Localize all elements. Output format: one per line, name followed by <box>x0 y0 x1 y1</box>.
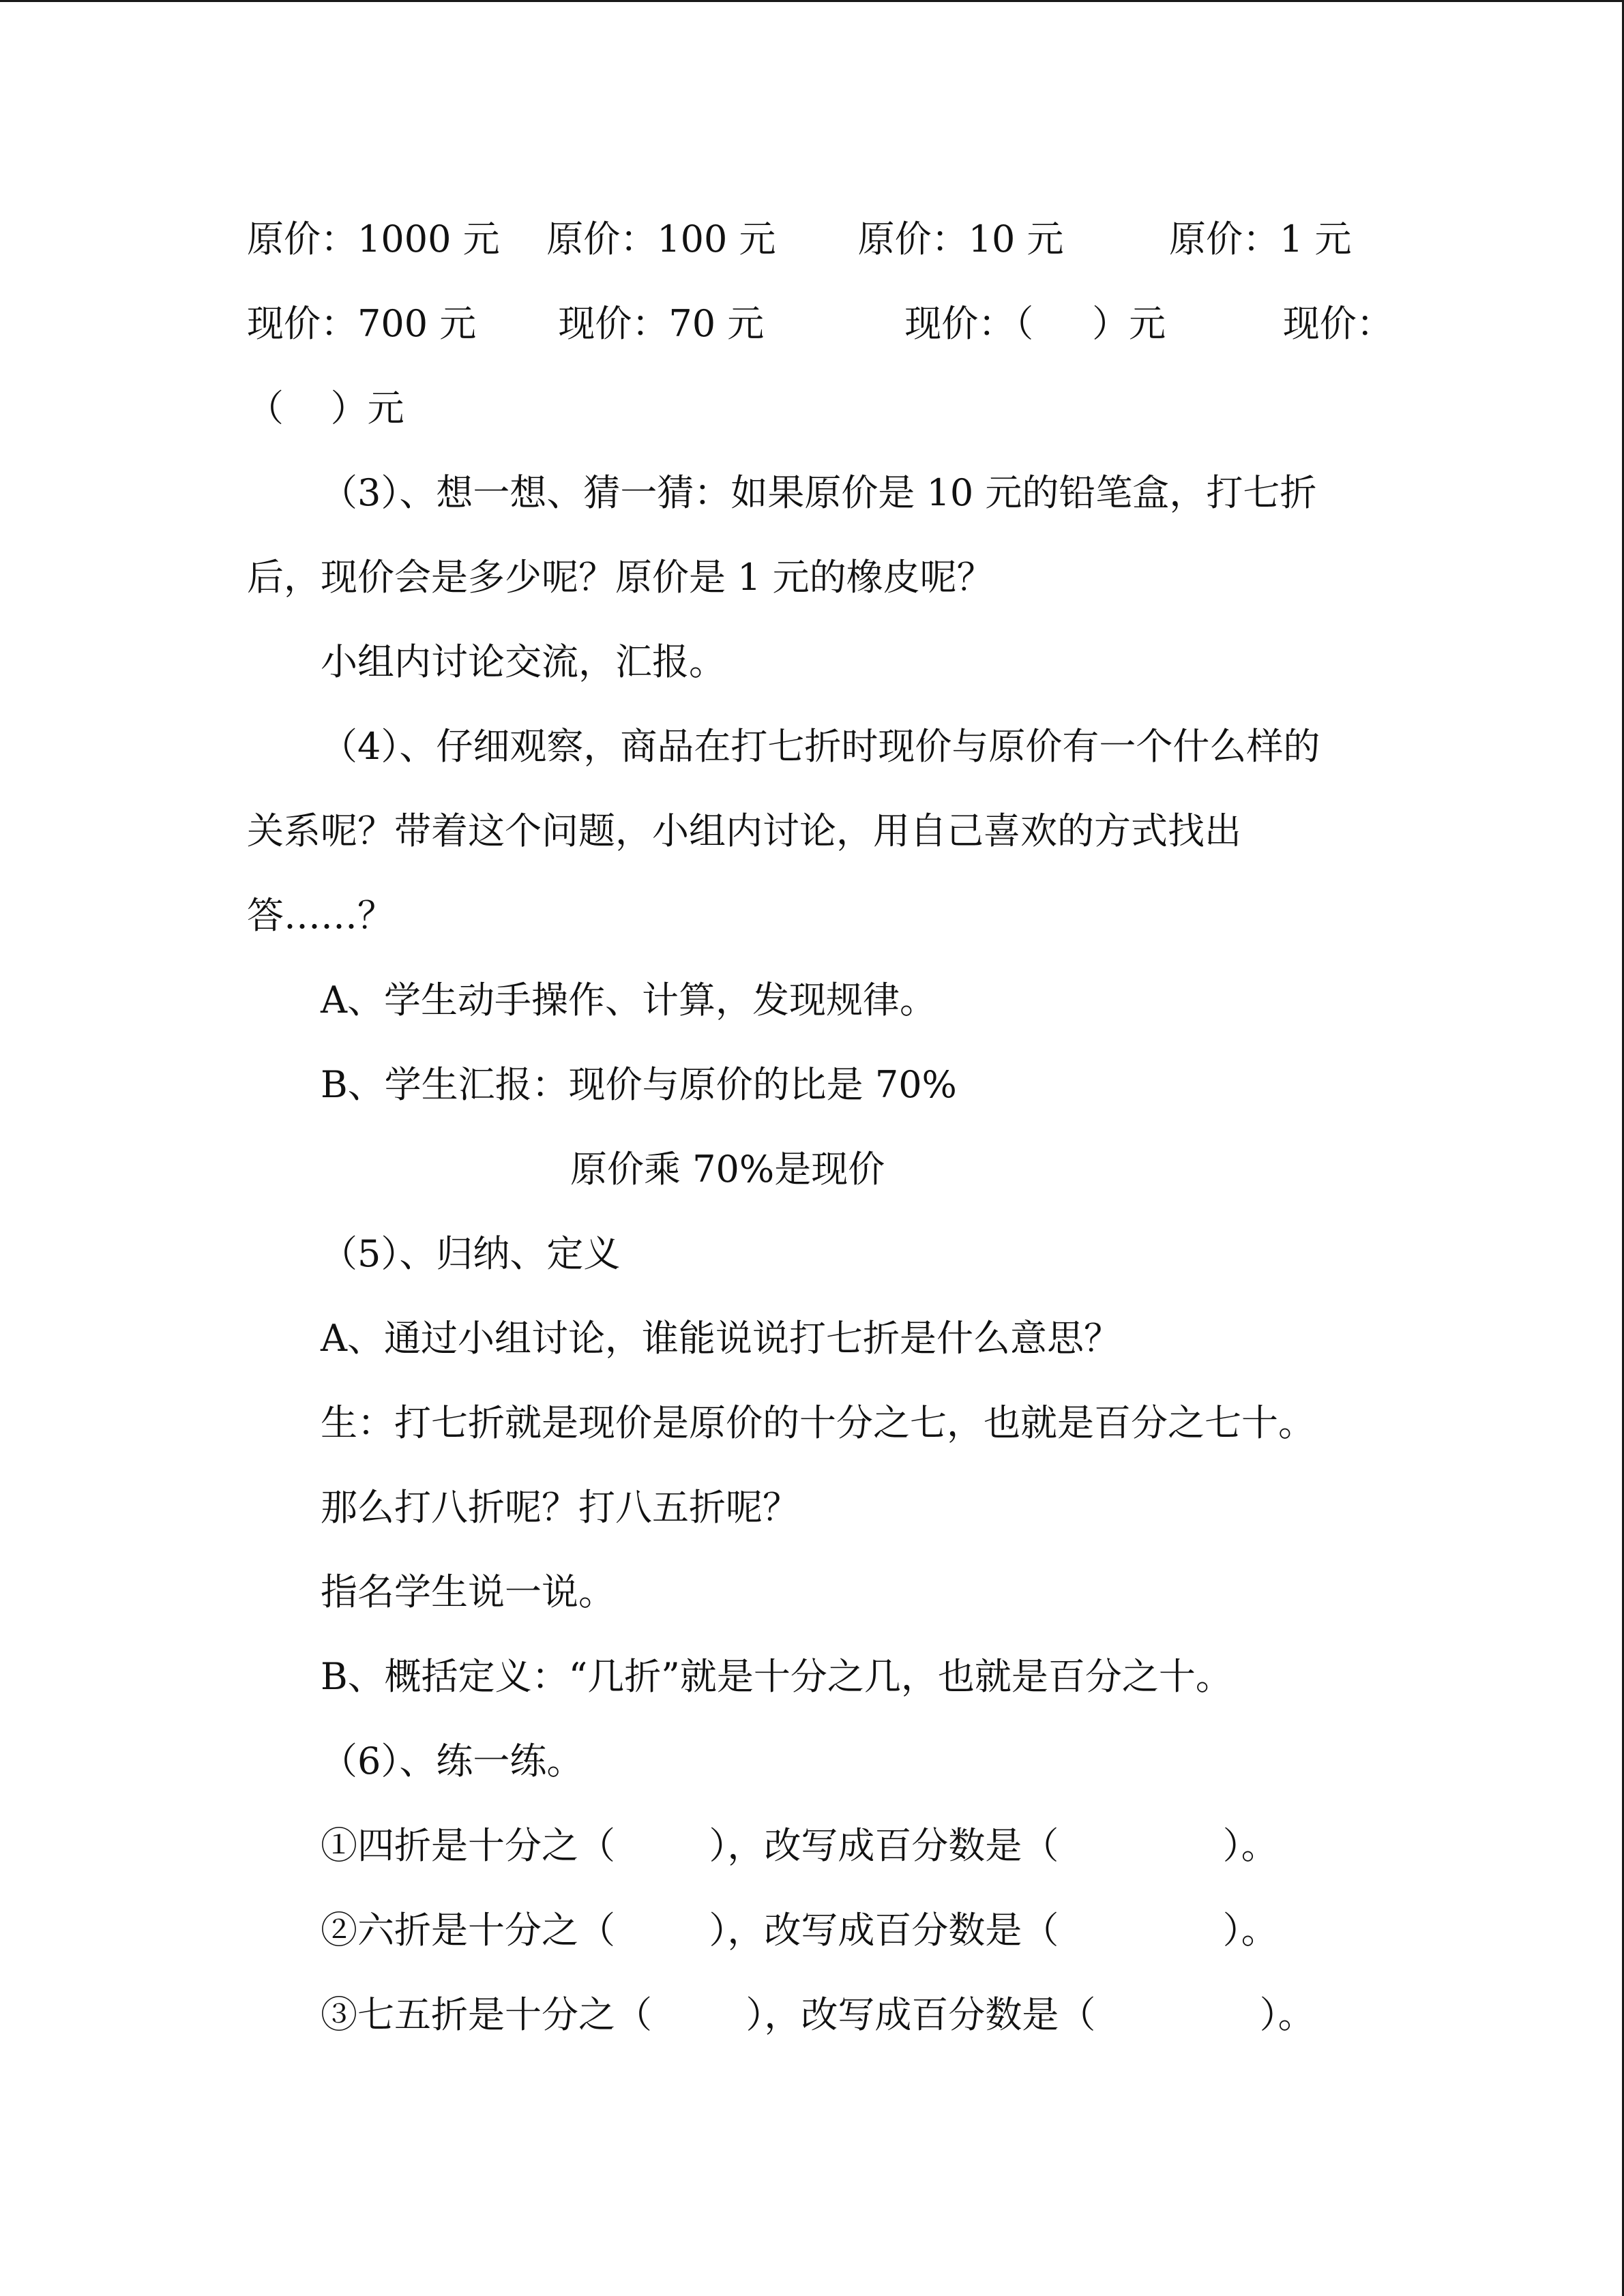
price-current-row: 现价：700 元 现价：70 元 现价：（ ）元 现价： <box>247 302 1393 345</box>
item-b-report: B、学生汇报：现价与原价的比是 70% <box>321 1063 957 1106</box>
exercise-1: ①四折是十分之（ ），改写成百分数是（ ）。 <box>321 1824 1278 1867</box>
price-original-row: 原价：1000 元 原价：100 元 原价：10 元 原价：1 元 <box>247 218 1352 260</box>
paragraph-3-line-1: （3）、想一想、猜一猜：如果原价是 10 元的铅笔盒，打七折 <box>321 471 1317 514</box>
follow-up-question: 那么打八折呢？打八五折呢？ <box>321 1486 799 1529</box>
paragraph-4-line-3: 答……？ <box>247 894 394 937</box>
paragraph-4-line-1: （4）、仔细观察，商品在打七折时现价与原价有一个什么样的 <box>321 725 1320 768</box>
student-answer: 生：打七折就是现价是原价的十分之七，也就是百分之七十。 <box>321 1401 1315 1444</box>
paragraph-5-heading: （5）、归纳、定义 <box>321 1232 621 1275</box>
price-current-row-continued: （ ）元 <box>247 387 404 430</box>
item-b-definition: B、概括定义：“几折”就是十分之几，也就是百分之十。 <box>321 1655 1232 1698</box>
group-discussion-line: 小组内讨论交流，汇报。 <box>321 640 726 683</box>
paragraph-3-line-2: 后，现价会是多少呢？原价是 1 元的橡皮呢？ <box>247 556 994 599</box>
page-border-top <box>0 0 1624 2</box>
item-a-question: A、通过小组讨论，谁能说说打七折是什么意思？ <box>321 1317 1121 1360</box>
item-a-operate: A、学生动手操作、计算，发现规律。 <box>321 979 936 1022</box>
call-on-student: 指名学生说一说。 <box>321 1570 615 1613</box>
exercise-3: ③七五折是十分之（ ），改写成百分数是（ ）。 <box>321 1993 1315 2036</box>
paragraph-6-heading: （6）、练一练。 <box>321 1740 584 1783</box>
paragraph-4-line-2: 关系呢？带着这个问题，小组内讨论，用自己喜欢的方式找出 <box>247 809 1241 852</box>
item-b-report-continued: 原价乘 70%是现价 <box>570 1148 885 1191</box>
exercise-2: ②六折是十分之（ ），改写成百分数是（ ）。 <box>321 1909 1278 1952</box>
